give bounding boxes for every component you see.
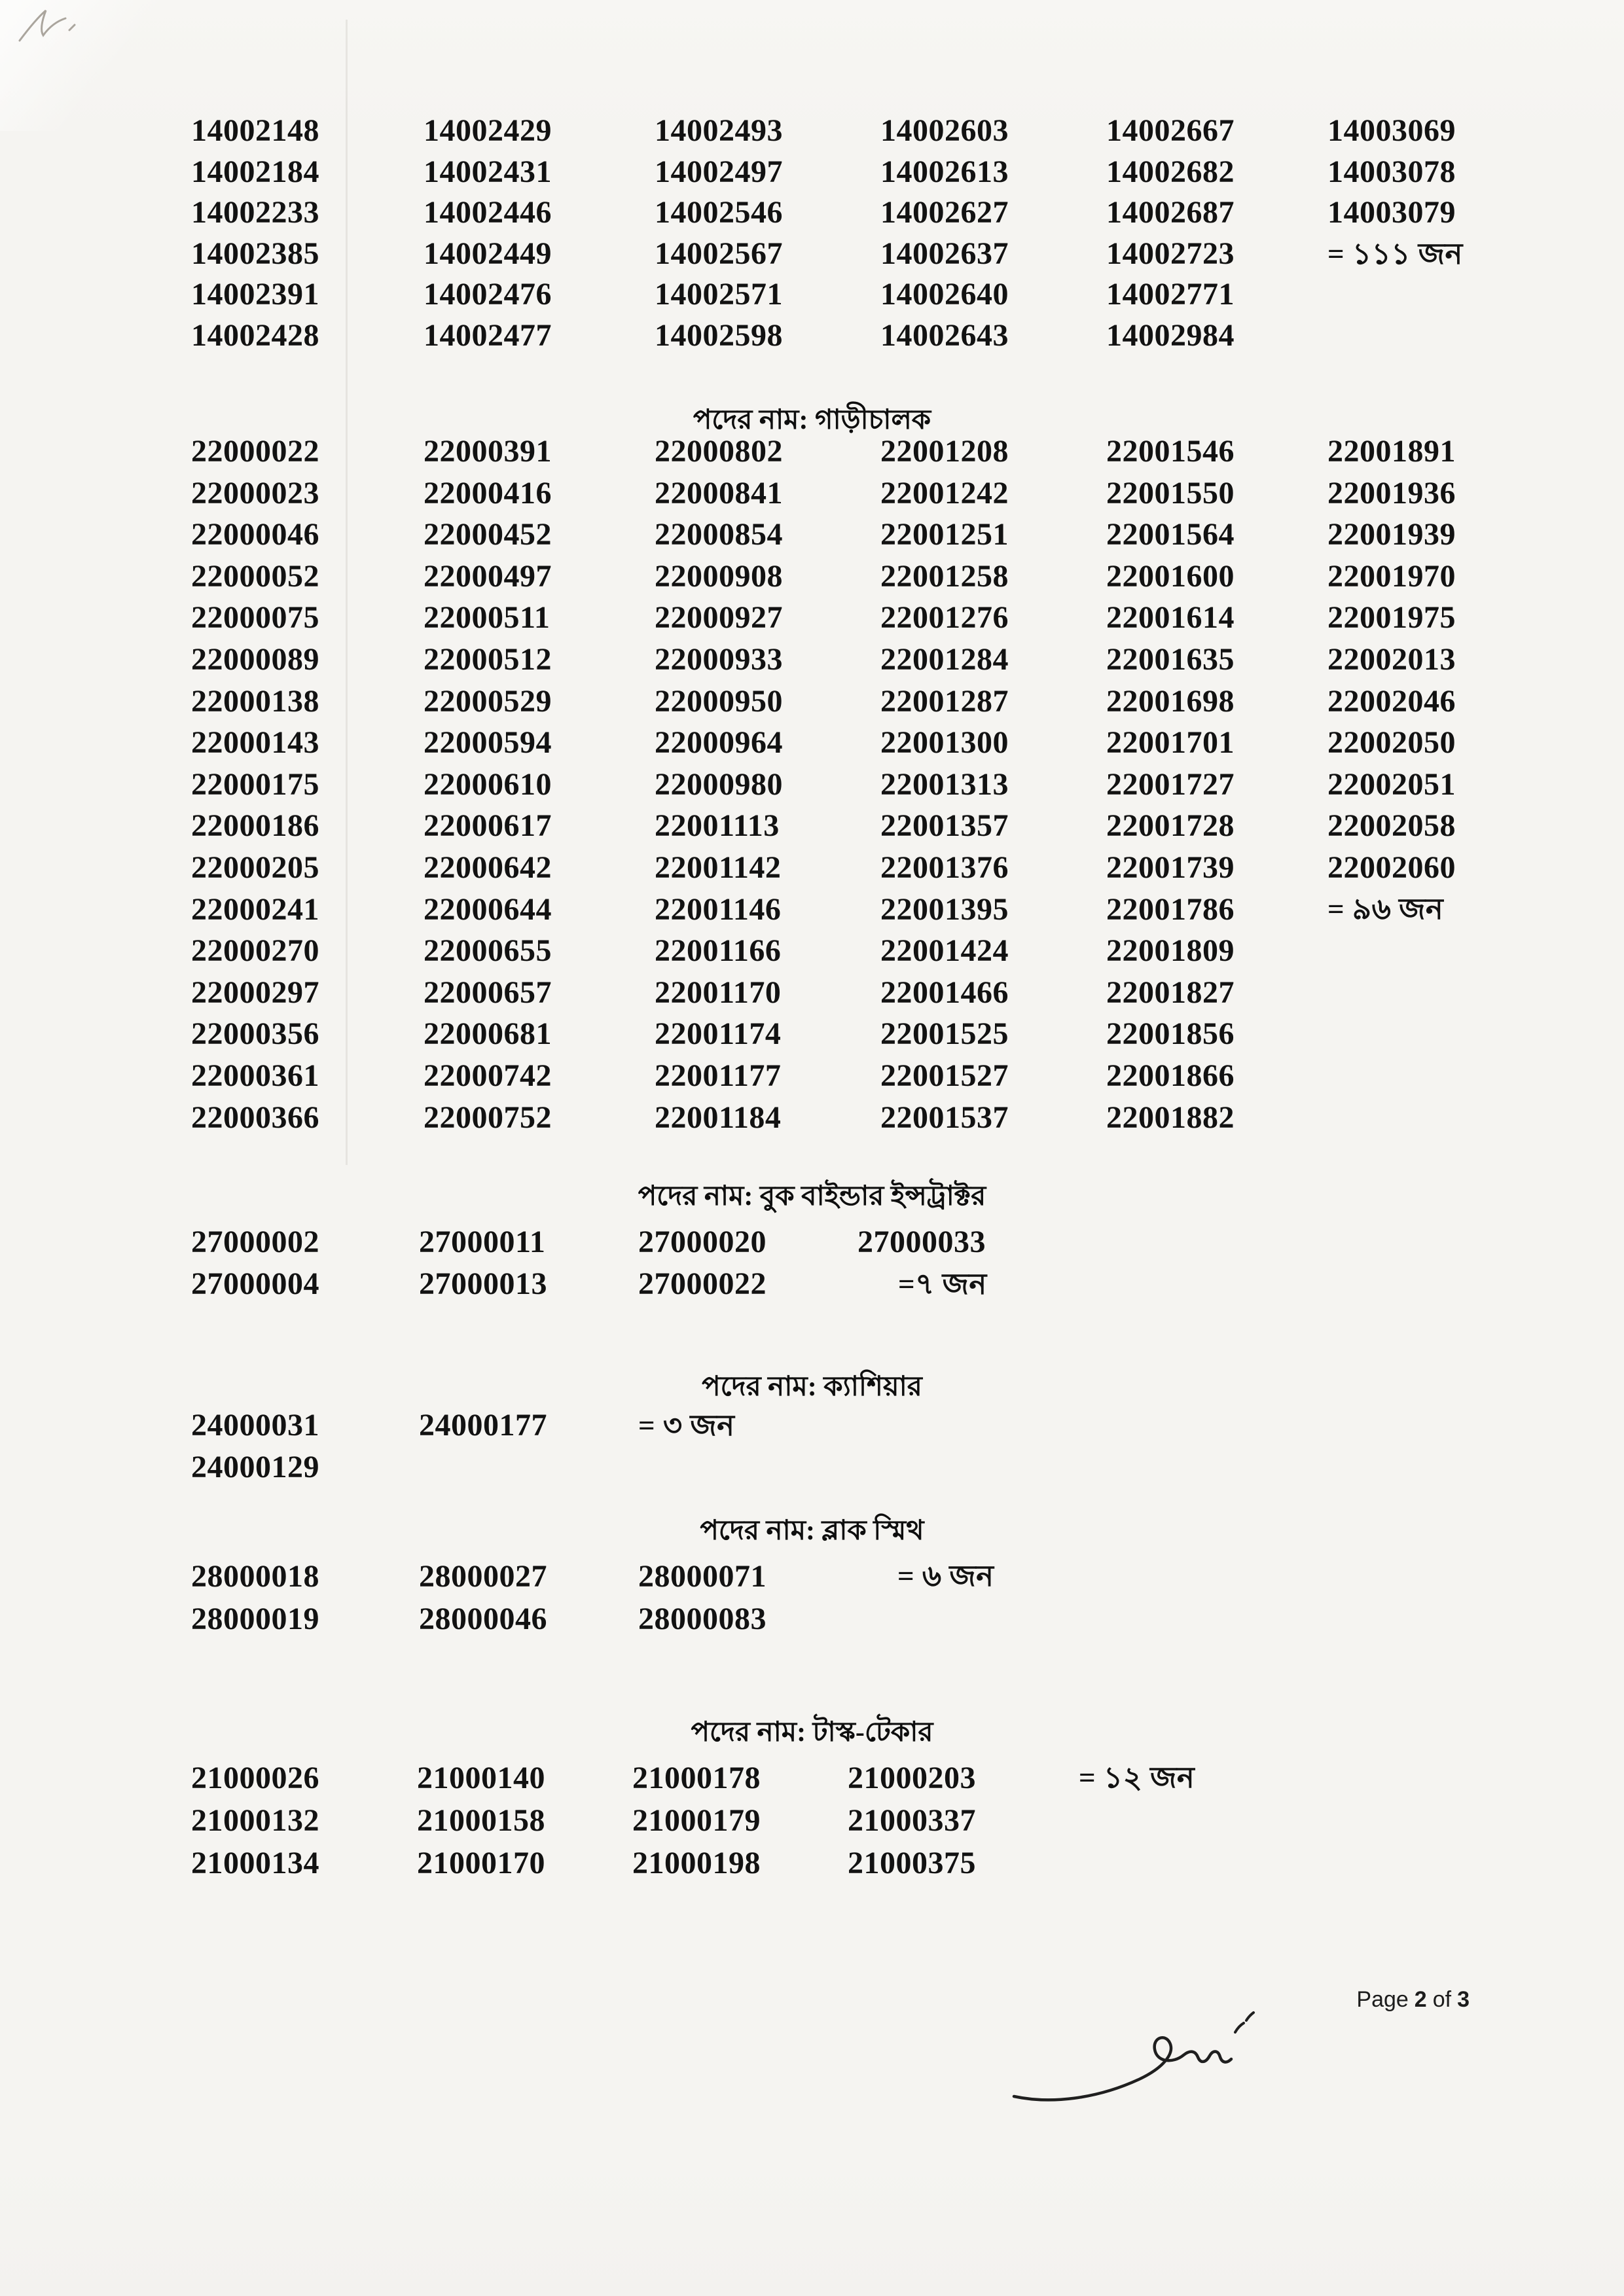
roll-number: 22001739	[1106, 850, 1235, 885]
roll-number: 14002184	[191, 154, 319, 189]
roll-column	[880, 431, 1009, 1138]
roll-number: 27000002	[191, 1225, 319, 1259]
footer-page-label: Page	[1356, 1987, 1409, 2012]
roll-column	[632, 1757, 761, 1884]
roll-number: 21000178	[632, 1761, 761, 1795]
roll-number: 22000594	[424, 725, 552, 761]
roll-number: 22001827	[1106, 975, 1235, 1010]
roll-number: 22000980	[655, 766, 783, 802]
roll-number: 21000132	[191, 1803, 319, 1838]
roll-number: 22000644	[424, 891, 552, 927]
roll-number: 22002058	[1327, 808, 1456, 844]
roll-number: 22001113	[655, 808, 780, 844]
roll-number: 28000019	[191, 1602, 319, 1636]
roll-number: 21000179	[632, 1803, 761, 1838]
roll-number: 27000033	[857, 1225, 986, 1259]
roll-number: 22000052	[191, 558, 319, 594]
roll-number: 22001970	[1327, 558, 1456, 594]
roll-column	[880, 1555, 994, 1598]
count-total: = ৩ জন	[638, 1409, 735, 1442]
roll-number: 22000138	[191, 683, 319, 719]
roll-number: 21000026	[191, 1761, 319, 1795]
roll-number: 14002571	[655, 277, 783, 312]
roll-number: 22002051	[1327, 766, 1456, 802]
footer-of-label: of	[1432, 1987, 1452, 2012]
roll-number: 22000610	[424, 766, 552, 802]
roll-number: 22001550	[1106, 475, 1235, 511]
roll-number: 14002148	[191, 113, 319, 148]
roll-number: 28000018	[191, 1559, 319, 1594]
roll-number: 22001177	[655, 1058, 782, 1093]
roll-number: 14002391	[191, 277, 319, 312]
roll-column	[191, 1757, 319, 1884]
roll-number: 22000642	[424, 850, 552, 885]
roll-number: 14003078	[1327, 154, 1456, 189]
roll-number: 22000143	[191, 725, 319, 761]
roll-number: 14002429	[424, 113, 552, 148]
count-total: = ১১১ জন	[1327, 237, 1463, 270]
roll-number: 22001856	[1106, 1016, 1235, 1052]
roll-number: 22000366	[191, 1100, 319, 1135]
roll-number: 22001939	[1327, 517, 1456, 552]
roll-number: 22001142	[655, 850, 782, 885]
roll-number: 22000075	[191, 600, 319, 636]
roll-number: 22001525	[880, 1016, 1009, 1052]
roll-number: 22000927	[655, 600, 783, 636]
handwritten-signature	[1005, 2006, 1267, 2117]
roll-number: 22002046	[1327, 683, 1456, 719]
roll-column	[1327, 431, 1456, 930]
roll-number: 14003079	[1327, 195, 1456, 230]
roll-number: 14002613	[880, 154, 1009, 189]
roll-number: 22001287	[880, 683, 1009, 719]
roll-column	[857, 1221, 987, 1305]
roll-number: 22000964	[655, 725, 783, 761]
roll-number: 14002627	[880, 195, 1009, 230]
roll-number: 22001395	[880, 891, 1009, 927]
roll-number: 14002643	[880, 317, 1009, 353]
roll-number: 22001635	[1106, 641, 1235, 677]
roll-number: 22001809	[1106, 933, 1235, 969]
roll-number: 21000134	[191, 1846, 319, 1880]
roll-number: 22000933	[655, 641, 783, 677]
roll-number: 14002546	[655, 195, 783, 230]
count-total: = ৬ জন	[897, 1560, 994, 1592]
section-title: পদের নাম: ব্লাক স্মিথ	[700, 1516, 924, 1546]
roll-column	[638, 1221, 767, 1305]
roll-number: 22001614	[1106, 600, 1235, 636]
roll-number: 22000416	[424, 475, 552, 511]
roll-number: 22001891	[1327, 434, 1456, 469]
roll-number: 22000297	[191, 975, 319, 1010]
roll-column	[191, 431, 319, 1138]
roll-number: 14002431	[424, 154, 552, 189]
page-footer	[1356, 1987, 1470, 2013]
roll-number: 14002493	[655, 113, 783, 148]
roll-number: 14002476	[424, 277, 552, 312]
roll-number: 14002598	[655, 317, 783, 353]
roll-number: 22001242	[880, 475, 1009, 511]
roll-number: 28000027	[419, 1559, 547, 1594]
roll-number: 22001527	[880, 1058, 1009, 1093]
roll-column	[638, 1555, 767, 1640]
roll-number: 22001936	[1327, 475, 1456, 511]
roll-number: 27000022	[638, 1266, 767, 1301]
roll-number: 22002013	[1327, 641, 1456, 677]
roll-column	[1079, 1757, 1195, 1799]
roll-number: 21000198	[632, 1846, 761, 1880]
roll-number: 22000497	[424, 558, 552, 594]
count-total: = ৯৬ জন	[1327, 892, 1444, 925]
roll-number: 22001466	[880, 975, 1009, 1010]
roll-number: 21000203	[848, 1761, 976, 1795]
roll-column	[424, 431, 552, 1138]
roll-column	[191, 111, 319, 356]
roll-number: 22000356	[191, 1016, 319, 1052]
roll-number: 22000908	[655, 558, 783, 594]
count-total: = ১২ জন	[1079, 1761, 1195, 1794]
roll-number: 22001284	[880, 641, 1009, 677]
roll-number: 22001357	[880, 808, 1009, 844]
roll-number: 14002385	[191, 236, 319, 271]
roll-number: 14002984	[1106, 317, 1235, 353]
roll-column	[191, 1555, 319, 1640]
roll-number: 27000020	[638, 1225, 767, 1259]
roll-number: 22000241	[191, 891, 319, 927]
roll-number: 22000022	[191, 434, 319, 469]
roll-column	[880, 111, 1009, 356]
roll-number: 14002233	[191, 195, 319, 230]
roll-number: 21000375	[848, 1846, 976, 1880]
roll-number: 22001537	[880, 1100, 1009, 1135]
section-title: পদের নাম: ক্যাশিয়ার	[702, 1372, 922, 1402]
roll-column	[655, 431, 783, 1138]
roll-number: 22001600	[1106, 558, 1235, 594]
roll-number: 14002477	[424, 317, 552, 353]
roll-number: 22000186	[191, 808, 319, 844]
roll-number: 22001701	[1106, 725, 1235, 761]
section-title: পদের নাম: টাস্ক-টেকার	[691, 1717, 933, 1748]
roll-number: 14002687	[1106, 195, 1235, 230]
roll-number: 22000511	[424, 600, 550, 636]
scan-streak-artifact	[346, 20, 348, 1165]
roll-number: 22000270	[191, 933, 319, 969]
roll-number: 22001424	[880, 933, 1009, 969]
roll-number: 22000391	[424, 434, 552, 469]
roll-number: 22001866	[1106, 1058, 1235, 1093]
roll-number: 28000071	[638, 1559, 767, 1594]
roll-number: 21000140	[417, 1761, 545, 1795]
roll-number: 22001258	[880, 558, 1009, 594]
roll-number: 21000158	[417, 1803, 545, 1838]
roll-number: 22000802	[655, 434, 783, 469]
roll-number: 27000004	[191, 1266, 319, 1301]
roll-number: 22000175	[191, 766, 319, 802]
roll-number: 22000046	[191, 517, 319, 552]
roll-number: 14002567	[655, 236, 783, 271]
roll-column	[655, 111, 783, 356]
roll-number: 22000950	[655, 683, 783, 719]
roll-number: 24000129	[191, 1450, 319, 1484]
roll-number: 22001300	[880, 725, 1009, 761]
roll-number: 22001174	[655, 1016, 782, 1052]
roll-number: 14002667	[1106, 113, 1235, 148]
roll-number: 22001786	[1106, 891, 1235, 927]
roll-number: 22001313	[880, 766, 1009, 802]
roll-number: 22002050	[1327, 725, 1456, 761]
roll-number: 22000657	[424, 975, 552, 1010]
roll-number: 22000023	[191, 475, 319, 511]
roll-number: 21000170	[417, 1846, 545, 1880]
roll-column	[191, 1221, 319, 1305]
roll-number: 14002723	[1106, 236, 1235, 271]
roll-column	[638, 1405, 735, 1446]
roll-number: 22000655	[424, 933, 552, 969]
roll-column	[848, 1757, 976, 1884]
roll-number: 22000752	[424, 1100, 552, 1135]
footer-total-pages: 3	[1457, 1987, 1470, 2012]
roll-number: 22000452	[424, 517, 552, 552]
roll-number: 22000529	[424, 683, 552, 719]
count-total: =৭ জন	[898, 1268, 987, 1300]
roll-number: 14003069	[1327, 113, 1456, 148]
roll-number: 22001170	[655, 975, 782, 1010]
pencil-scribble	[5, 1, 90, 54]
roll-number: 14002603	[880, 113, 1009, 148]
footer-current-page: 2	[1414, 1987, 1427, 2012]
roll-number: 22001975	[1327, 600, 1456, 636]
roll-number: 28000046	[419, 1602, 547, 1636]
roll-column	[417, 1757, 545, 1884]
roll-number: 24000031	[191, 1408, 319, 1443]
roll-number: 22001698	[1106, 683, 1235, 719]
roll-number: 22001146	[655, 891, 782, 927]
roll-number: 22000681	[424, 1016, 552, 1052]
roll-column	[419, 1221, 547, 1305]
roll-number: 22000205	[191, 850, 319, 885]
roll-number: 14002446	[424, 195, 552, 230]
section-title: পদের নাম: গাড়ীচালক	[693, 405, 931, 435]
section-title: পদের নাম: বুক বাইন্ডার ইন্সট্রাক্টর	[638, 1181, 986, 1211]
roll-number: 24000177	[419, 1408, 547, 1443]
roll-number: 27000011	[419, 1225, 546, 1259]
roll-number: 22001166	[655, 933, 782, 969]
roll-column	[191, 1405, 319, 1488]
roll-column	[1327, 111, 1463, 274]
roll-number: 14002428	[191, 317, 319, 353]
roll-number: 22001376	[880, 850, 1009, 885]
roll-column	[419, 1555, 547, 1640]
roll-column	[1106, 431, 1235, 1138]
roll-number: 22001546	[1106, 434, 1235, 469]
roll-number: 14002449	[424, 236, 552, 271]
roll-number: 22000854	[655, 517, 783, 552]
roll-column	[424, 111, 552, 356]
roll-number: 21000337	[848, 1803, 976, 1838]
roll-number: 22001251	[880, 517, 1009, 552]
roll-number: 22000512	[424, 641, 552, 677]
roll-number: 22000742	[424, 1058, 552, 1093]
roll-number: 14002771	[1106, 277, 1235, 312]
roll-number: 22000617	[424, 808, 552, 844]
roll-number: 22002060	[1327, 850, 1456, 885]
roll-number: 28000083	[638, 1602, 767, 1636]
roll-number: 22001564	[1106, 517, 1235, 552]
roll-number: 22001727	[1106, 766, 1235, 802]
roll-number: 22001882	[1106, 1100, 1235, 1135]
roll-number: 22001184	[655, 1100, 782, 1135]
roll-number: 14002682	[1106, 154, 1235, 189]
roll-number: 22001728	[1106, 808, 1235, 844]
roll-number: 14002637	[880, 236, 1009, 271]
roll-number: 22000089	[191, 641, 319, 677]
roll-column	[1106, 111, 1235, 356]
roll-number: 22000841	[655, 475, 783, 511]
roll-number: 27000013	[419, 1266, 547, 1301]
roll-column	[419, 1405, 547, 1446]
roll-number: 14002497	[655, 154, 783, 189]
roll-number: 22000361	[191, 1058, 319, 1093]
roll-number: 22001276	[880, 600, 1009, 636]
roll-number: 22001208	[880, 434, 1009, 469]
roll-number: 14002640	[880, 277, 1009, 312]
